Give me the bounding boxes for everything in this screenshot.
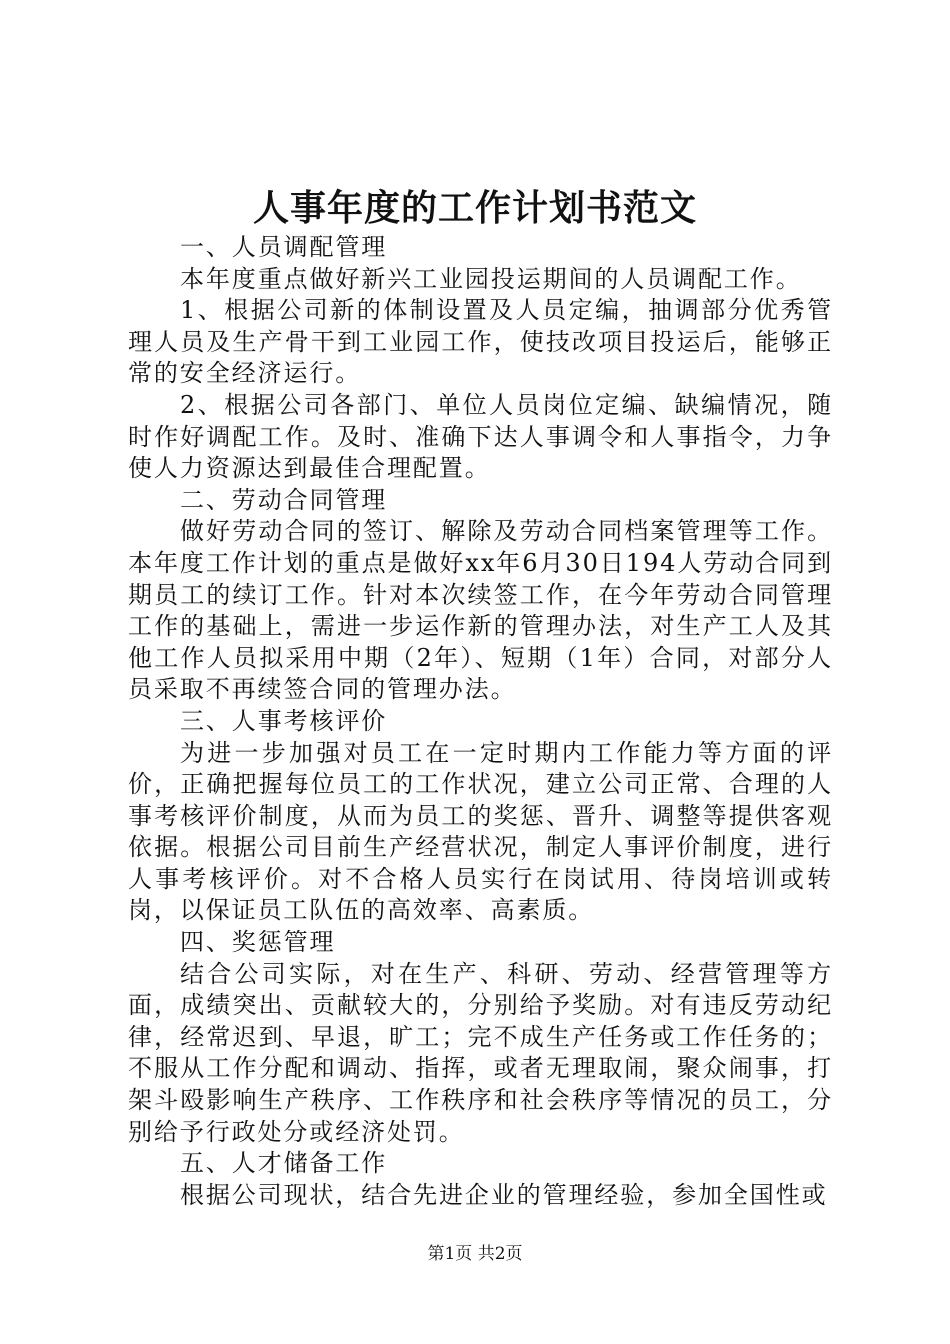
- section-heading-1: 一、人员调配管理: [180, 233, 388, 261]
- paragraph-2-1: 做好劳动合同的签订、解除及劳动合同档案管理等工作。本年度工作计划的重点是做好xx年6月30日194人劳动合同到期员工的续订工作。针对本次续签工作，在今年劳动合同管理工作的基础上，需进一步运作新的管理办法，对生产工人及其他工作人员拟采用中期（2年）、短期（1年）合同，对部分人员采取不再续签合同的管理办法。: [128, 517, 833, 704]
- paragraph-1-2: 1、根据公司新的体制设置及人员定编，抽调部分优秀管理人员及生产骨干到工业园工作，使技改项目投运后，能够正常的安全经济运行。: [128, 296, 833, 388]
- section-heading-2: 二、劳动合同管理: [180, 485, 388, 514]
- paragraph-1-3: 2、根据公司各部门、单位人员岗位定编、缺编情况，随时作好调配工作。及时、准确下达人事调令和人事指令，力争使人力资源达到最佳合理配置。: [128, 390, 833, 483]
- document-title: 人事年度的工作计划书范文: [252, 187, 697, 229]
- section-heading-5: 五、人才储备工作: [180, 1149, 388, 1178]
- section-heading-3: 三、人事考核评价: [180, 706, 388, 735]
- paragraph-3-1: 为进一步加强对员工在一定时期内工作能力等方面的评价，正确把握每位员工的工作状况，建立公司正常、合理的人事考核评价制度，从而为员工的奖惩、晋升、调整等提供客观依据。根据公司目前生产经营状况，制定人事评价制度，进行人事考核评价。对不合格人员实行在岗试用、待岗培训或转岗，以保证员工队伍的高效率、高素质。: [128, 738, 833, 925]
- section-heading-4: 四、奖惩管理: [180, 928, 336, 957]
- paragraph-4-1: 结合公司实际，对在生产、科研、劳动、经营管理等方面，成绩突出、贡献较大的，分别给予奖励。对有违反劳动纪律，经常迟到、早退，旷工；完不成生产任务或工作任务的；不服从工作分配和调动、指挥，或者无理取闹，聚众闹事，打架斗殴影响生产秩序、工作秩序和社会秩序等情况的员工，分别给予行政处分或经济处罚。: [128, 959, 833, 1146]
- paragraph-5-1: 根据公司现状，结合先进企业的管理经验，参加全国性或: [180, 1180, 828, 1209]
- page-footer: 第1页 共2页: [427, 1244, 523, 1264]
- paragraph-1-1: 本年度重点做好新兴工业园投运期间的人员调配工作。: [180, 264, 802, 293]
- document-body: [128, 232, 833, 1211]
